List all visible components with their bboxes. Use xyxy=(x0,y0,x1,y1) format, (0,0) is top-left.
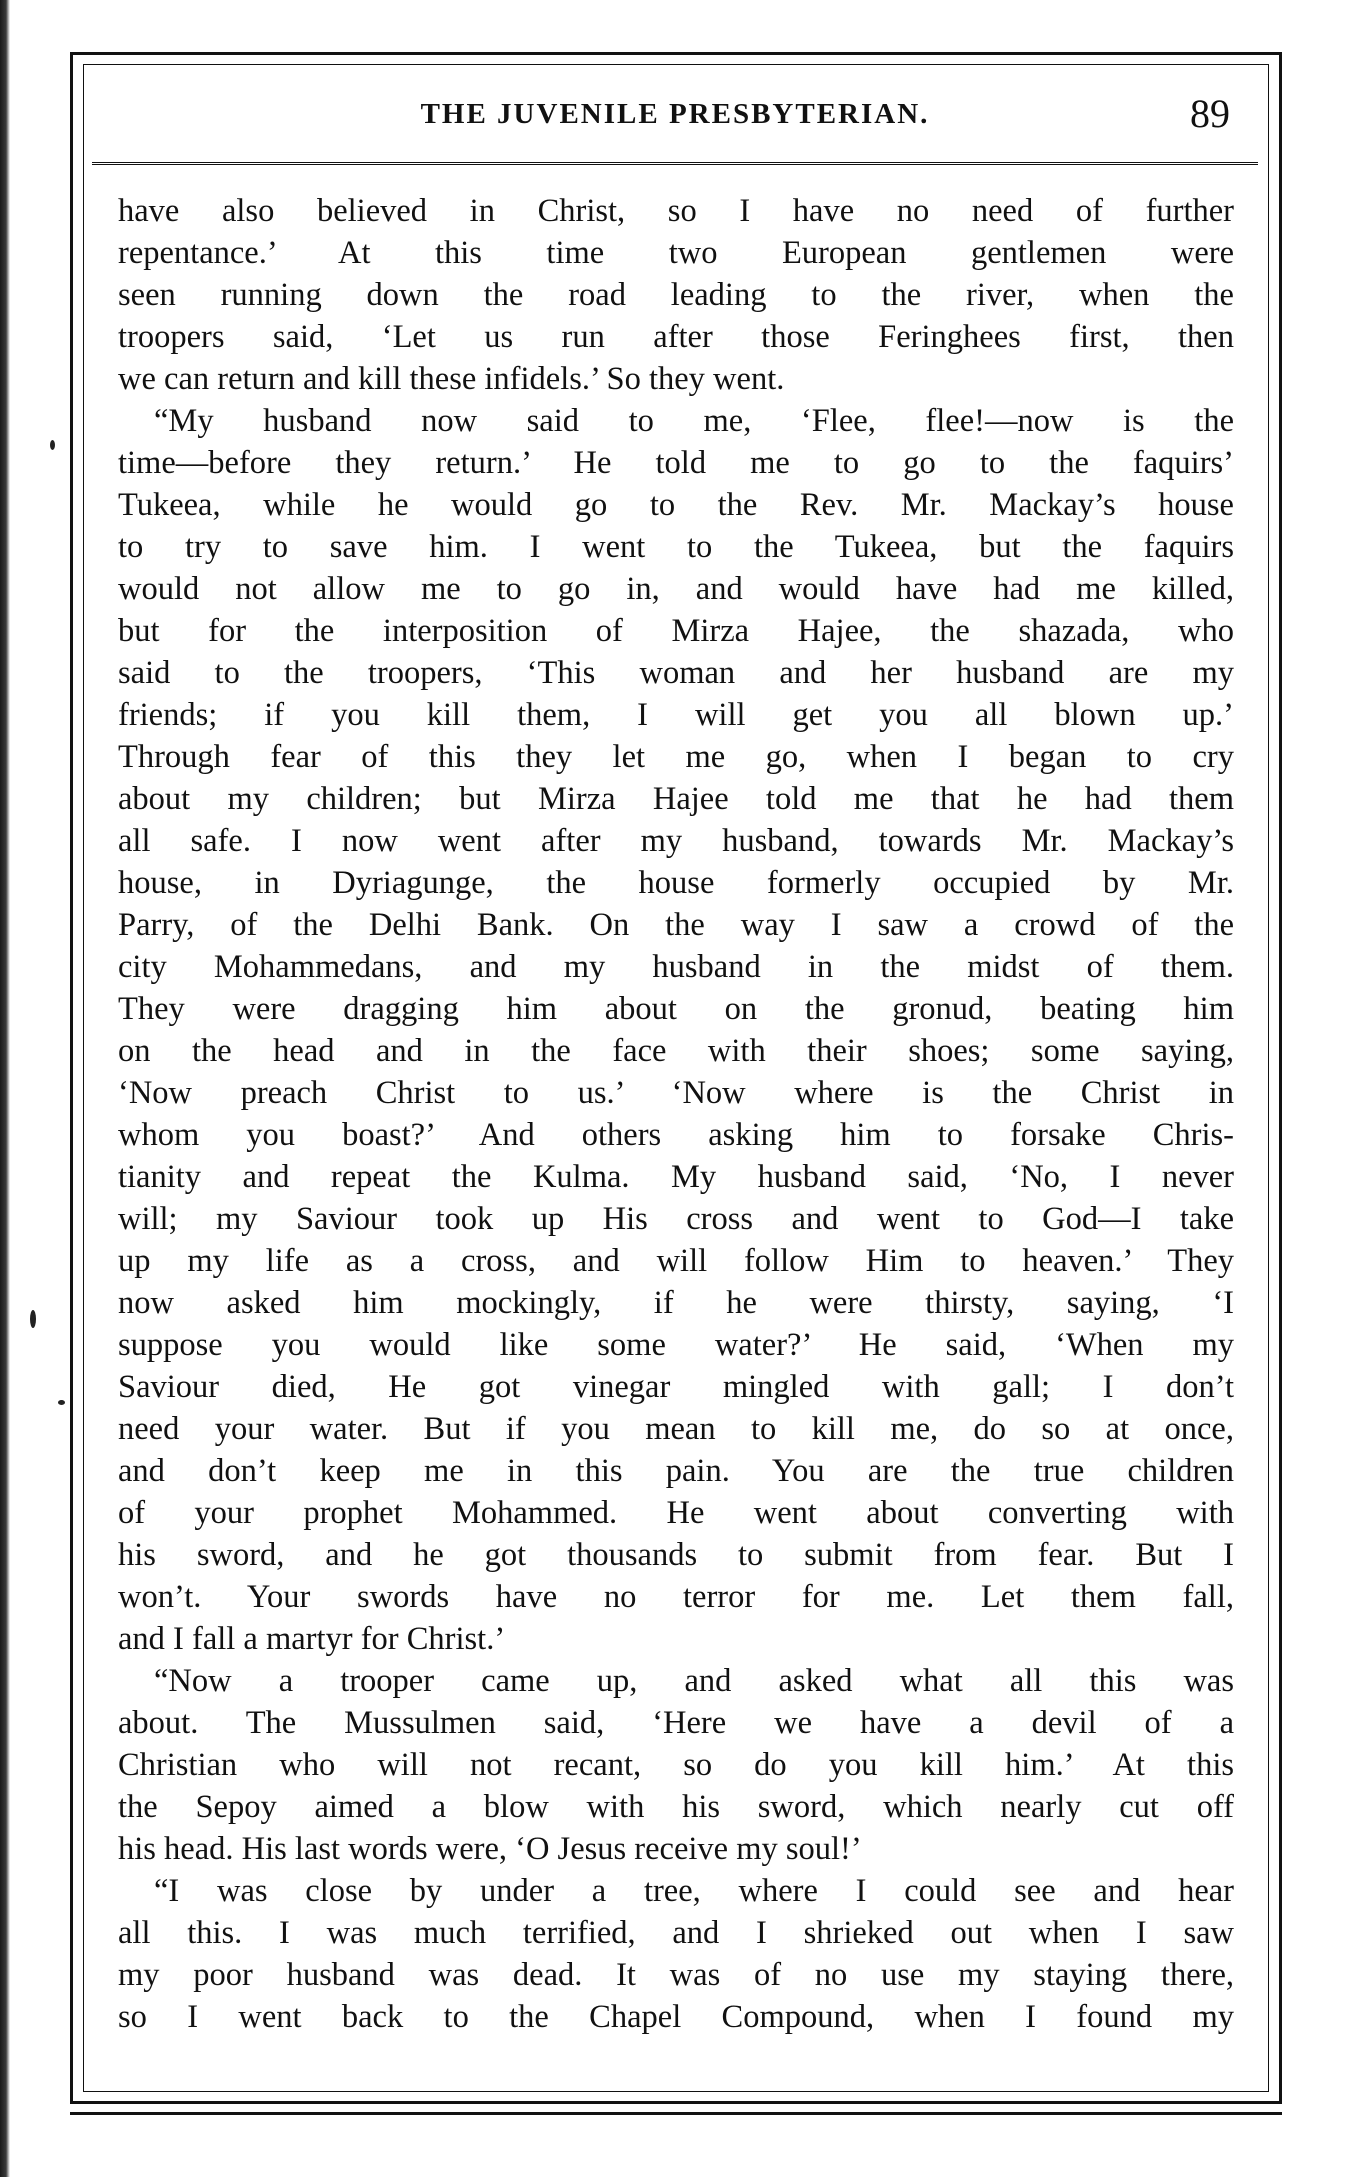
text-line: repentance.’ At this time two European gentlemen were xyxy=(118,235,1234,271)
text-line: up my life as a cross, and will follow Him to heaven.’ They xyxy=(118,1243,1234,1279)
text-line: seen running down the road leading to the river, when the xyxy=(118,277,1234,313)
text-line: but for the interposition of Mirza Hajee, the shazada, who xyxy=(118,613,1234,649)
page-header xyxy=(100,88,1250,152)
text-line: troopers said, ‘Let us run after those Feringhees first, then xyxy=(118,319,1234,355)
text-line: and don’t keep me in this pain. You are the true children xyxy=(118,1453,1234,1489)
text-line: Christian who will not recant, so do you kill him.’ At this xyxy=(118,1747,1234,1783)
text-line: on the head and in the face with their shoes; some saying, xyxy=(118,1033,1234,1069)
header-rule xyxy=(92,162,1258,165)
text-line: now asked him mockingly, if he were thirsty, saying, ‘I xyxy=(118,1285,1234,1321)
text-line: the Sepoy aimed a blow with his sword, which nearly cut off xyxy=(118,1789,1234,1825)
paragraph-4 xyxy=(118,1870,1234,2038)
text-line: would not allow me to go in, and would have had me killed, xyxy=(118,571,1234,607)
text-line: we can return and kill these infidels.’ So they went. xyxy=(118,361,785,397)
text-line: about my children; but Mirza Hajee told me that he had them xyxy=(118,781,1234,817)
running-head: THE JUVENILE PRESBYTERIAN. xyxy=(420,98,930,130)
text-line: all safe. I now went after my husband, towards Mr. Mackay’s xyxy=(118,823,1234,859)
text-line: of your prophet Mohammed. He went about converting with xyxy=(118,1495,1234,1531)
text-line: whom you boast?’ And others asking him to forsake Chris- xyxy=(118,1117,1234,1153)
text-line: Tukeea, while he would go to the Rev. Mr. Mackay’s house xyxy=(118,487,1234,523)
text-line: his head. His last words were, ‘O Jesus receive my soul!’ xyxy=(118,1831,862,1867)
text-line: about. The Mussulmen said, ‘Here we have a devil of a xyxy=(118,1705,1234,1741)
text-line: so I went back to the Chapel Compound, when I found my xyxy=(118,1999,1234,2035)
ink-speck xyxy=(30,1310,36,1328)
text-line: Saviour died, He got vinegar mingled with gall; I don’t xyxy=(118,1369,1234,1405)
text-line: “I was close by under a tree, where I could see and hear xyxy=(154,1873,1234,1909)
ink-speck xyxy=(50,440,55,450)
text-line: They were dragging him about on the gronud, beating him xyxy=(118,991,1234,1027)
text-line: won’t. Your swords have no terror for me. Let them fall, xyxy=(118,1579,1234,1615)
paragraph-3 xyxy=(118,1660,1234,1870)
text-line: ‘Now preach Christ to us.’ ‘Now where is the Christ in xyxy=(118,1075,1234,1111)
text-line: time—before they return.’ He told me to go to the faquirs’ xyxy=(118,445,1234,481)
text-line: Parry, of the Delhi Bank. On the way I saw a crowd of the xyxy=(118,907,1234,943)
page-bottom-rule xyxy=(70,2112,1282,2115)
text-line: tianity and repeat the Kulma. My husband said, ‘No, I never xyxy=(118,1159,1234,1195)
book-spine-shadow xyxy=(0,0,10,2177)
paragraph-2 xyxy=(118,400,1234,1660)
text-line: and I fall a martyr for Christ.’ xyxy=(118,1621,506,1657)
text-line: “Now a trooper came up, and asked what all this was xyxy=(154,1663,1234,1699)
text-line: Through fear of this they let me go, when I began to cry xyxy=(118,739,1234,775)
text-line: my poor husband was dead. It was of no use my staying there, xyxy=(118,1957,1234,1993)
text-line: house, in Dyriagunge, the house formerly occupied by Mr. xyxy=(118,865,1234,901)
text-line: friends; if you kill them, I will get you all blown up.’ xyxy=(118,697,1234,733)
paragraph-1 xyxy=(118,190,1234,400)
text-line: city Mohammedans, and my husband in the midst of them. xyxy=(118,949,1234,985)
body-text xyxy=(118,190,1234,2038)
text-line: will; my Saviour took up His cross and went to God—I take xyxy=(118,1201,1234,1237)
text-line: to try to save him. I went to the Tukeea, but the faquirs xyxy=(118,529,1234,565)
text-line: need your water. But if you mean to kill me, do so at once, xyxy=(118,1411,1234,1447)
ink-speck xyxy=(58,1400,65,1405)
text-line: all this. I was much terrified, and I shrieked out when I saw xyxy=(118,1915,1234,1951)
text-line: said to the troopers, ‘This woman and her husband are my xyxy=(118,655,1234,691)
text-line: suppose you would like some water?’ He said, ‘When my xyxy=(118,1327,1234,1363)
page-number: 89 xyxy=(1190,91,1230,136)
text-line: his sword, and he got thousands to submit from fear. But I xyxy=(118,1537,1234,1573)
text-line: “My husband now said to me, ‘Flee, flee!—now is the xyxy=(154,403,1234,439)
text-line: have also believed in Christ, so I have no need of further xyxy=(118,193,1234,229)
